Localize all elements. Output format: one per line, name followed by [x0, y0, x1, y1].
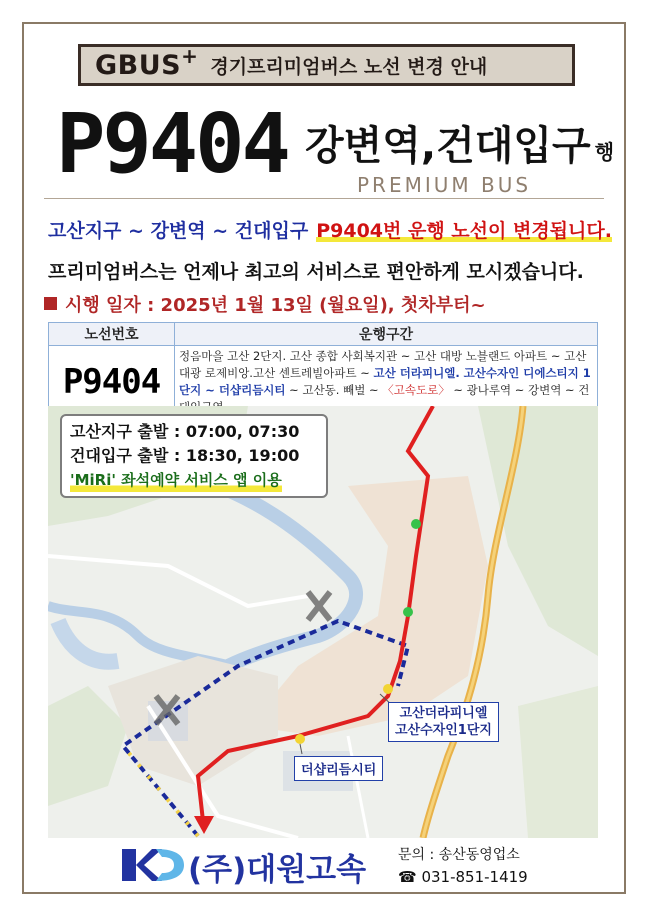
- route-path: 고산지구 ~ 강변역 ~ 건대입구: [48, 220, 309, 242]
- schedule-box: [60, 414, 328, 498]
- contact-label: 문의 : 송산동영업소: [398, 847, 520, 863]
- header-title: 경기프리미엄버스 노선 변경 안내: [210, 55, 488, 78]
- change-notice: P9404번 운행 노선이 변경됩니다.: [316, 220, 612, 242]
- header-banner: [78, 44, 575, 86]
- daewon-logo-icon: [118, 845, 186, 885]
- gbus-logo: GBUS+: [95, 43, 199, 81]
- premium-bus-subtitle: PREMIUM BUS: [357, 173, 532, 197]
- company-name: (주)대원고속: [188, 852, 367, 888]
- miri-app-note: 'MiRi' 좌석예약 서비스 앱 이용: [70, 468, 282, 492]
- route-change-line: [48, 216, 612, 243]
- schedule-line-kondae: 건대입구 출발 : 18:30, 19:00: [70, 446, 300, 465]
- greeting-line: 프리미엄버스는 언제나 최고의 서비스로 편안하게 모시겠습니다.: [48, 261, 584, 283]
- table-route-number: P9404: [49, 346, 175, 419]
- contact-info: [398, 844, 528, 888]
- route-info-table: [48, 322, 598, 419]
- bullet-square-icon: [44, 297, 57, 310]
- route-number-large: P9404: [56, 97, 288, 192]
- map-label-stop-thesharp: 더샵리듬시티: [294, 756, 383, 781]
- map-label-stop-gosan: 고산더라피니엘 고산수자인1단지: [388, 702, 499, 742]
- contact-phone: ☎ 031-851-1419: [398, 868, 528, 886]
- table-header-section: 운행구간: [175, 323, 598, 346]
- table-header-route-no: 노선번호: [49, 323, 175, 346]
- divider: [44, 198, 604, 199]
- effective-date: 시행 일자 : 2025년 1월 13일 (월요일), 첫차부터~: [44, 291, 486, 317]
- schedule-line-gosan: 고산지구 출발 : 07:00, 07:30: [70, 422, 300, 441]
- table-route-description: 정음마을 고산 2단지. 고산 종합 사회복지관 ~ 고산 대방 노블랜드 아파트 ~ 고산 대광 로제비앙.고산 센트레빌아파트 ~ 고산 더라피니엘. 고산수자인 디에스티지 1단지 ~ 더샵리듬시티 ~ 고산동. 빼벌 ~ 〈고속도로〉 ~ 광나루역 ~ 강변역 ~ 건: [175, 346, 598, 419]
- destination: 강변역,건대입구 행: [305, 123, 615, 169]
